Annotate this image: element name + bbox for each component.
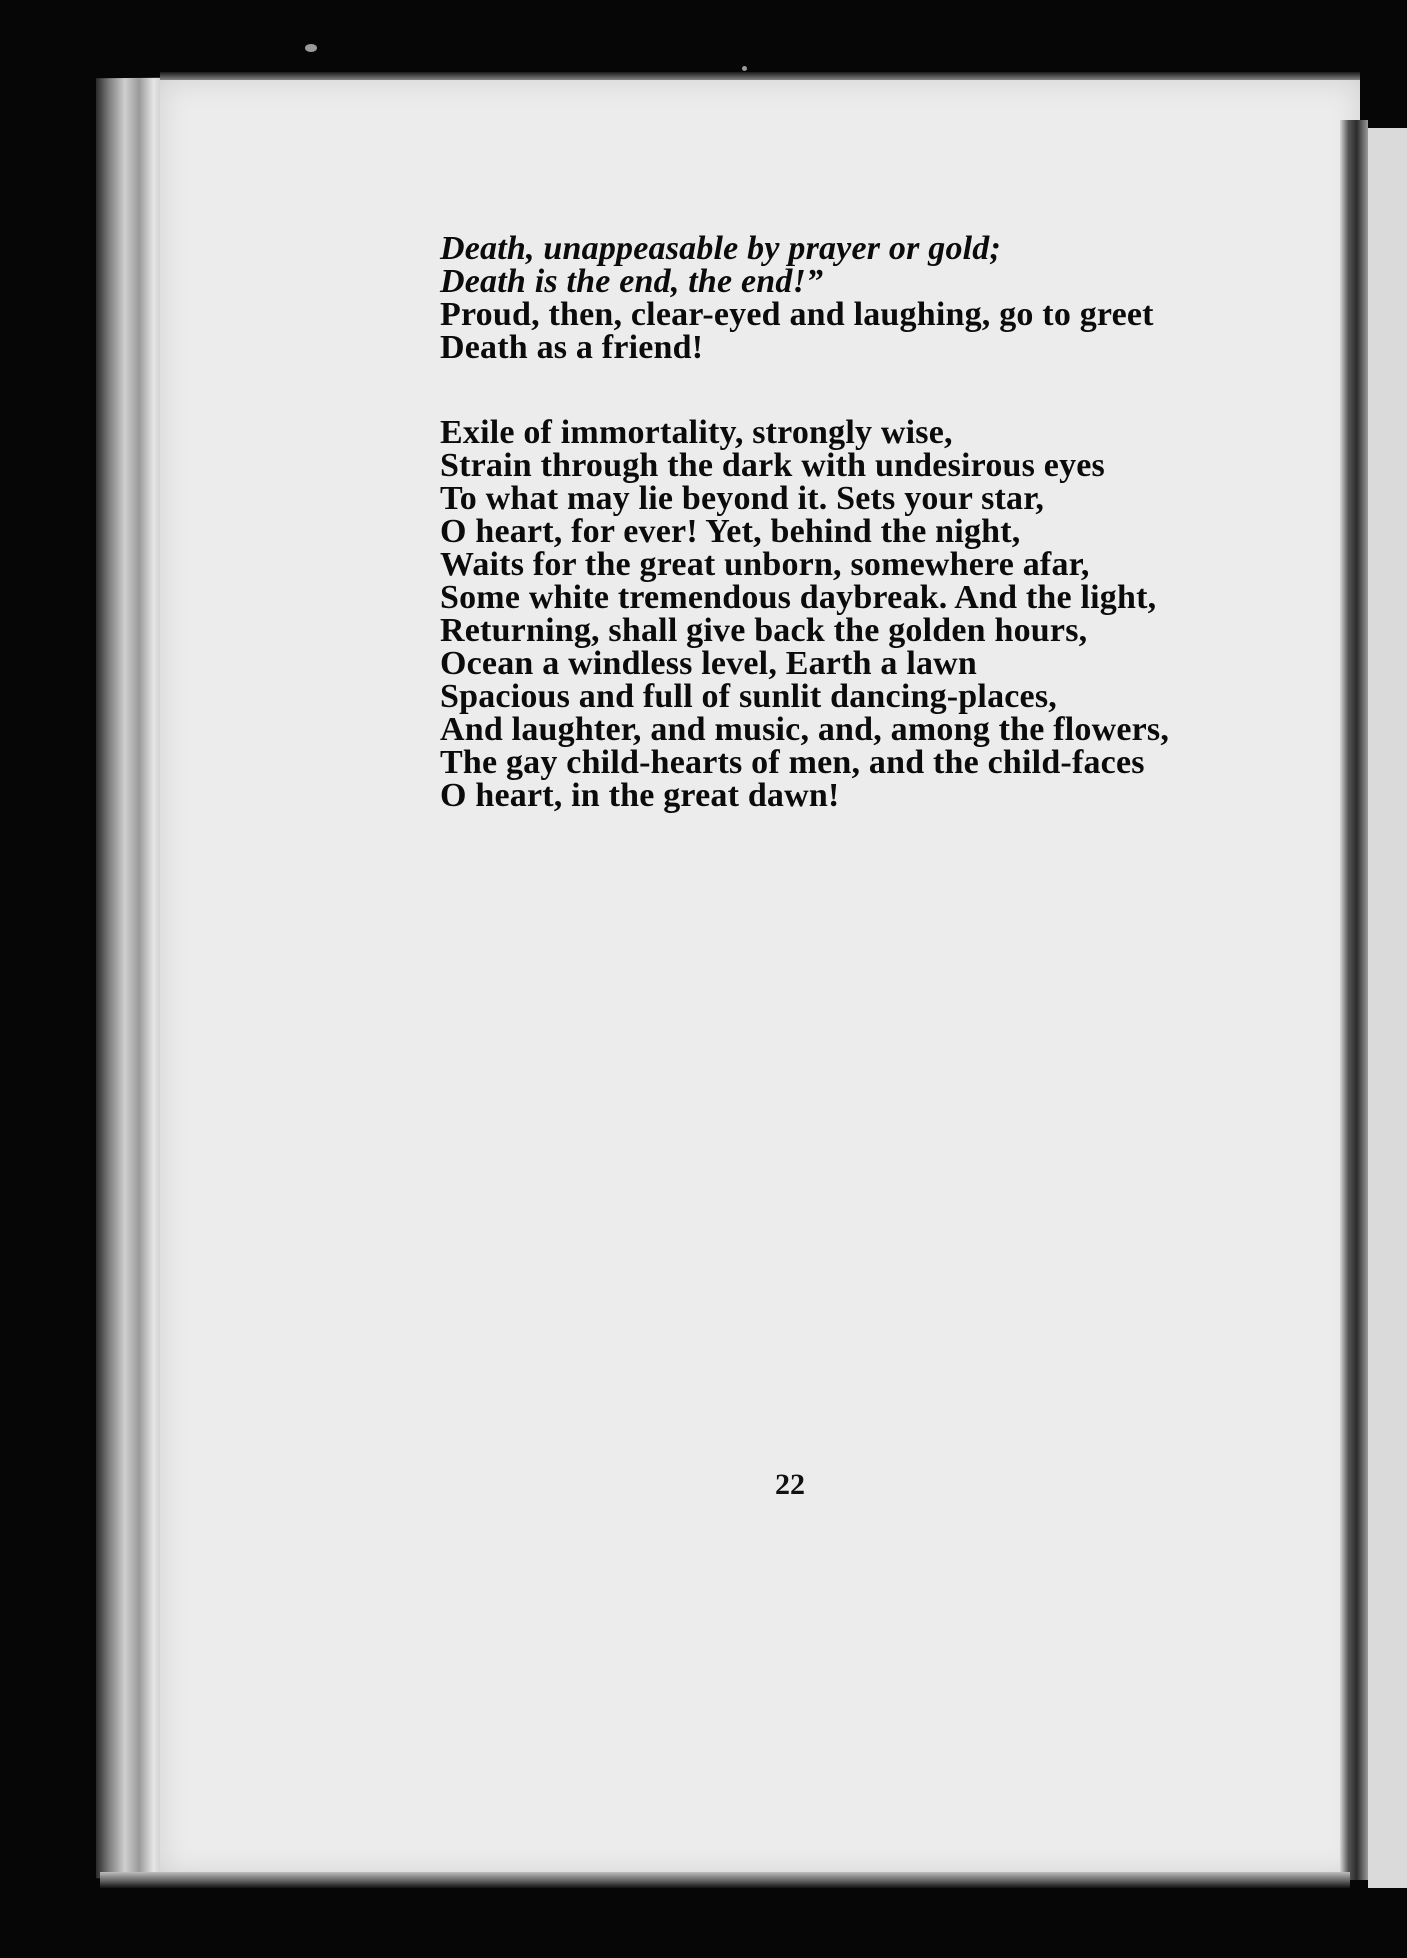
poem-line: Exile of immortality, strongly wise, bbox=[440, 414, 953, 451]
poem-line: Proud, then, clear-eyed and laughing, go to greet bbox=[440, 296, 1154, 333]
stanza-2 bbox=[440, 416, 1340, 812]
page-bottom-edge bbox=[100, 1872, 1350, 1888]
dust-speck bbox=[305, 44, 317, 52]
poem-line: Spacious and full of sunlit dancing-places, bbox=[440, 678, 1057, 715]
poem-line: Death, unappeasable by prayer or gold; bbox=[440, 230, 1002, 267]
poem-line: Returning, shall give back the golden hours, bbox=[440, 612, 1088, 649]
poem-line: Some white tremendous daybreak. And the light, bbox=[440, 579, 1157, 616]
poem-line: The gay child-hearts of men, and the child-faces bbox=[440, 744, 1145, 781]
poem-text bbox=[440, 232, 1340, 812]
poem-line: Ocean a windless level, Earth a lawn bbox=[440, 645, 978, 682]
poem-line: To what may lie beyond it. Sets your star, bbox=[440, 480, 1045, 517]
book-page-edges bbox=[96, 78, 168, 1879]
poem-line: O heart, in the great dawn! bbox=[440, 777, 840, 814]
poem-line: And laughter, and music, and, among the flowers, bbox=[440, 711, 1170, 748]
page-number: 22 bbox=[775, 1468, 805, 1501]
stanza-1 bbox=[440, 232, 1340, 364]
poem-line: Death is the end, the end!” bbox=[440, 263, 824, 300]
facing-page-edge bbox=[1368, 128, 1407, 1888]
dust-speck bbox=[742, 66, 747, 71]
book-spine-shadow bbox=[1340, 120, 1368, 1880]
poem-line: Waits for the great unborn, somewhere afar, bbox=[440, 546, 1090, 583]
poem-line: Death as a friend! bbox=[440, 329, 704, 366]
poem-line: O heart, for ever! Yet, behind the night, bbox=[440, 513, 1021, 550]
poem-line: Strain through the dark with undesirous eyes bbox=[440, 447, 1105, 484]
